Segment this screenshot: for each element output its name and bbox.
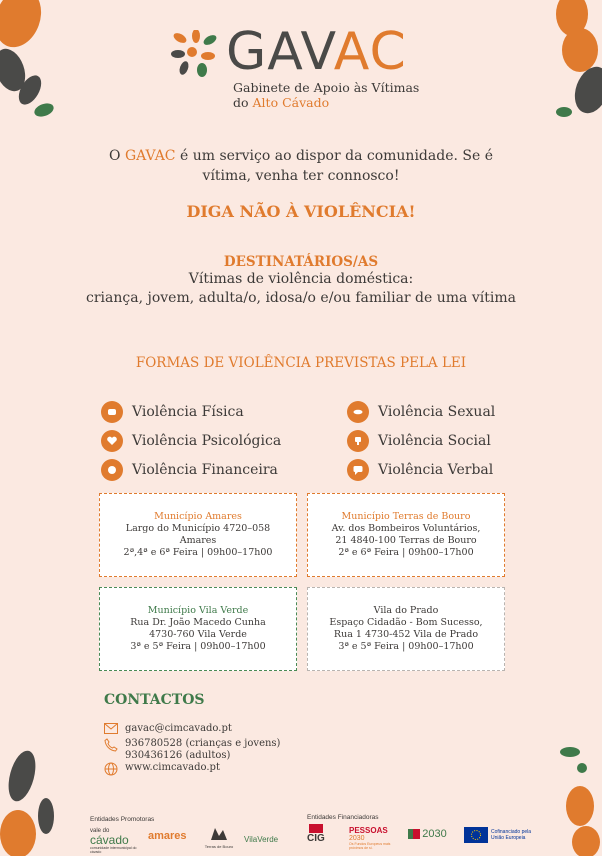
- location-card-vila-verde: Município Vila Verde Rua Dr. João Macedo Cunha 4730-760 Vila Verde 3ª e 5ª Feira | 09h00–17h00: [99, 587, 297, 671]
- logo-mark: [170, 30, 220, 82]
- speech-icon: [347, 459, 369, 481]
- heart-icon: [101, 430, 123, 452]
- destinatarios-title: DESTINATÁRIOS/AS: [223, 254, 379, 270]
- destinatarios-line1: Vítimas de violência doméstica:: [188, 271, 414, 287]
- fist-icon: [101, 401, 123, 423]
- logo-subtitle: Gabinete de Apoio às Vítimas do Alto Cávado: [233, 80, 420, 110]
- logo-amares: amares: [148, 830, 187, 842]
- logo-vale-do-cavado: vale do cávado comunidade intermunicipal do cávado: [90, 828, 137, 854]
- violence-sexual: Violência Sexual: [347, 400, 495, 424]
- phone-icon: [104, 738, 119, 756]
- violence-psicologica: Violência Psicológica: [101, 429, 281, 453]
- violence-social: Violência Social: [347, 429, 491, 453]
- terras-de-bouro-emblem-icon: [209, 826, 229, 842]
- logo-pessoas-2030: PESSOAS 2030 Os Fundos Europeus mais próximos de si.: [349, 826, 391, 850]
- location-card-terras-de-bouro: Município Terras de Bouro Av. dos Bombeiros Voluntários, 21 4840-100 Terras de Bouro 2ª e 6ª Feira | 09h00–17h00: [307, 493, 505, 577]
- logo-vila-verde: VilaVerde: [244, 835, 279, 844]
- location-card-amares: Município Amares Largo do Município 4720–058 Amares 2ª,4ª e 6ª Feira | 09h00–17h00: [99, 493, 297, 577]
- location-card-vila-do-prado: Vila do Prado Espaço Cidadão - Bom Sucesso, Rua 1 4730-452 Vila de Prado 3ª e 5ª Feira | 09h00–17h00: [307, 587, 505, 671]
- logo-wordmark: GAVAC: [226, 22, 407, 82]
- email-icon: [104, 723, 119, 738]
- eu-flag-icon: [464, 827, 488, 843]
- destinatarios-line2: criança, jovem, adulta/o, idosa/o e/ou familiar de uma vítima: [86, 290, 516, 306]
- logo-cig: CIG: [307, 824, 335, 844]
- logo-terras-de-bouro: Terras de Bouro: [202, 826, 236, 849]
- financiadoras-label: Entidades Financiadoras: [307, 814, 379, 821]
- logo-uniao-europeia: Cofinanciado pela União Europeia: [464, 827, 531, 843]
- lips-icon: [347, 401, 369, 423]
- contactos-title: CONTACTOS: [104, 692, 205, 708]
- contact-email[interactable]: gavac@cimcavado.pt: [104, 723, 232, 738]
- intro-text: O GAVAC é um serviço ao dispor da comunidade. Se é vítima, venha ter connosco!: [109, 148, 493, 184]
- thumbs-down-icon: [347, 430, 369, 452]
- violence-verbal: Violência Verbal: [347, 458, 493, 482]
- destinatarios-section: [0, 254, 602, 308]
- violence-financeira: Violência Financeira: [101, 458, 278, 482]
- money-icon: [101, 459, 123, 481]
- logo-portugal-2030: 2030: [408, 828, 447, 840]
- contact-web[interactable]: www.cimcavado.pt: [104, 762, 220, 780]
- globe-icon: [104, 762, 119, 780]
- promotoras-label: Entidades Promotoras: [90, 816, 155, 823]
- violence-fisica: Violência Física: [101, 400, 244, 424]
- contact-phones[interactable]: 936780528 (crianças e jovens) 930436126 (adultos): [104, 738, 280, 762]
- headline: DIGA NÃO À VIOLÊNCIA!: [186, 202, 416, 221]
- formas-title: FORMAS DE VIOLÊNCIA PREVISTAS PELA LEI: [135, 355, 467, 371]
